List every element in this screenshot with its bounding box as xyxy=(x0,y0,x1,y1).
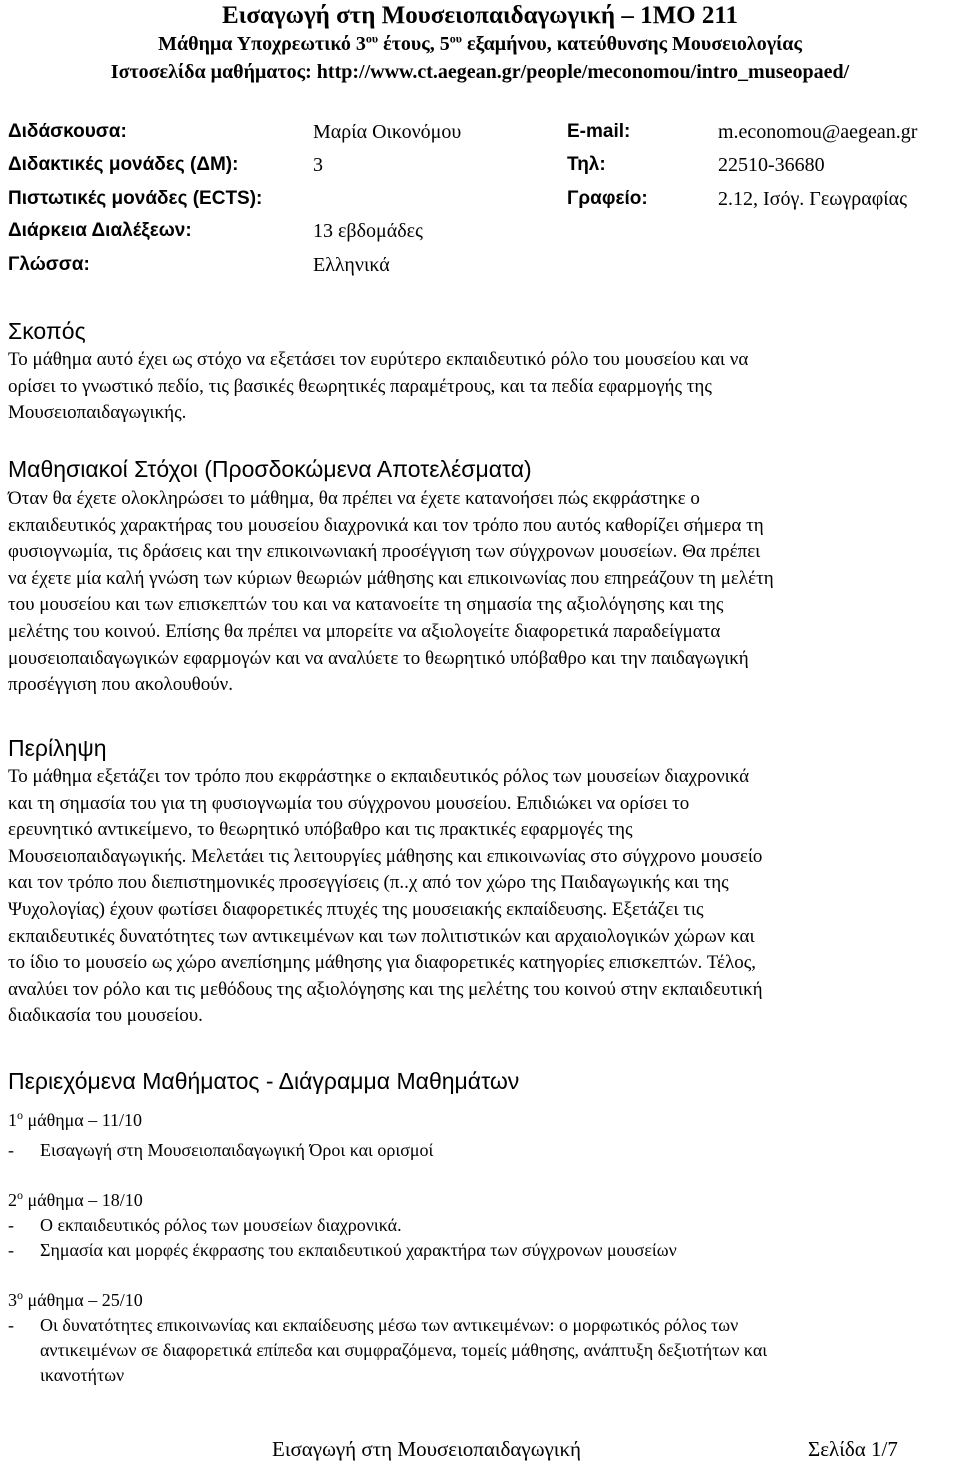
email-value[interactable]: m.economou@aegean.gr xyxy=(718,121,918,143)
summary-line: διαδικασία του μουσείου. xyxy=(8,1005,203,1027)
summary-line: και τη σημασία του για τη φυσιογνωμία του σύγχρονου μουσείου. Επιδιώκει να ορίσει το xyxy=(8,792,690,814)
phone-value: 22510-36680 xyxy=(718,154,825,176)
office-value: 2.12, Ισόγ. Γεωγραφίας xyxy=(718,188,908,210)
summary-paragraph xyxy=(8,764,958,1030)
instructor-label: Διδάσκουσα: xyxy=(8,121,127,142)
ects-label: Πιστωτικές μονάδες (ECTS): xyxy=(8,188,263,209)
outcomes-line: του μουσείου και των επισκεπτών του και να κατανοείτε τη σημασία της αξιολόγησης και της xyxy=(8,594,724,616)
units-label: Διδακτικές μονάδες (ΔΜ): xyxy=(8,154,239,175)
outcomes-line: Όταν θα έχετε ολοκληρώσει το μάθημα, θα πρέπει να έχετε κατανοήσει πώς εκφράστηκε ο xyxy=(8,488,700,509)
summary-line: αναλύει τον ρόλο και τις μεθόδους της αξιολόγησης και της μελέτης του κοινού στην εκπαιδευτική xyxy=(8,978,763,1000)
duration-value: 13 εβδομάδες xyxy=(313,220,423,242)
course-website-link[interactable]: http://www.ct.aegean.gr/people/meconomou/intro_museopaed/ xyxy=(316,61,850,83)
footer-page-number: Σελίδα 1/7 xyxy=(808,1437,898,1461)
outcomes-line: εκπαιδευτικός χαρακτήρας του μουσείου διαχρονικά και τον τρόπο που αυτός καθορίζει σήμερα τη xyxy=(8,514,764,536)
lesson-heading: $2^o$ μάθημα – 18/10 xyxy=(8,1188,143,1210)
office-label: Γραφείο: xyxy=(567,188,648,209)
language-value: Ελληνικά xyxy=(313,254,390,276)
phone-label: Τηλ: xyxy=(567,154,606,175)
summary-line: Το μάθημα εξετάζει τον τρόπο που εκφράστηκε ο εκπαιδευτικός ρόλος των μουσείων διαχρονικά xyxy=(8,766,750,787)
goal-line: Το μάθημα αυτό έχει ως στόχο να εξετάσει τον ευρύτερο εκπαιδευτικό ρόλο του μουσείου και να xyxy=(8,349,749,370)
summary-line: και τον τρόπο που διεπιστημονικές προσεγγίσεις (π..χ από τον χώρο της Παιδαγωγικής και της xyxy=(8,872,729,894)
outcomes-line: μελέτης του κοινού. Επίσης θα πρέπει να μπορείτε να αξιολογείτε διαφορετικά παραδείγματα xyxy=(8,620,721,642)
lesson-heading: $1^o$ μάθημα – 11/10 xyxy=(8,1108,143,1130)
summary-line: το ίδιο το μουσείο ως χώρο ανεπίσημης μάθησης για διαφορετικές κατηγορίες επισκεπτών. Τέλος, xyxy=(8,952,756,974)
outcomes-line: φυσιογνωμία, τις δράσεις και την επικοινωνιακή προσέγγιση των σύγχρονων μουσείων. Θα πρέπει xyxy=(8,541,761,563)
outcomes-line: μουσειοπαιδαγωγικών εφαρμογών και να αναλύετε το θεωρητικό υπόβαθρο και την παιδαγωγική xyxy=(8,647,749,669)
goal-paragraph xyxy=(8,347,958,427)
outcomes-paragraph xyxy=(8,486,958,699)
contents-heading: Περιεχόμενα Μαθήματος - Διάγραμμα Μαθημάτων xyxy=(8,1068,520,1094)
goal-line: Μουσειοπαιδαγωγικής. xyxy=(8,402,187,424)
outcomes-line: να έχετε μία καλή γνώση των κύριων θεωριών μάθησης και επικοινωνίας που επηρεάζουν τη μελέτη xyxy=(8,567,774,589)
footer-course-title: Εισαγωγή στη Μουσειοπαιδαγωγική xyxy=(272,1437,582,1461)
outcomes-line: προσέγγιση που ακολουθούν. xyxy=(8,674,233,696)
summary-line: Μουσειοπαιδαγωγικής. Μελετάει τις λειτουργίες μάθησης και επικοινωνίας στο σύγχρονο μουσείο xyxy=(8,845,763,867)
summary-line: Ψυχολογίας) έχουν φωτίσει διαφορετικές πτυχές της μουσειακής εκπαίδευσης. Εξετάζει τις xyxy=(8,898,704,920)
email-label: E-mail: xyxy=(567,121,631,142)
course-type-line: Μάθημα Υποχρεωτικό $3^{o\upsilon}$ έτους, $5^{o\upsilon}$ εξαμήνου, κατεύθυνσης Μουσειολογίας xyxy=(158,31,802,55)
document-page: Εισαγωγή στη Μουσειοπαιδαγωγική – 1ΜΟ 211 Μάθημα Υποχρεωτικό $3^{o\upsilon}$ έτους, $5^{o\upsilon}$ εξαμήνου, κατεύθυνσης Μουσειολογίας Ιστοσελίδα μαθήματος: http://www.ct.aegean.gr/people/meconomou/intro_museopaed/ Διδάσκουσα: Μαρία Οικονόμου E-mail: m.economou@aegean.gr Διδακτικές μονάδες (ΔΜ): 3 Τηλ: 22510-36680 Πιστωτικές μονάδες (ECTS): Γραφείο: 2.12, Ισόγ. Γεωγραφίας Διάρκεια Διαλέξεων: 13 εβδομάδες Γλώσσα: Ελληνικά Σκοπός Το μάθημα αυτό έχει ως στόχο να εξετάσει τον ευρύτερο εκπαιδευτικό ρόλο του μουσείου και να ορίσει το γνωστικό πεδίο, τις βασικές θεωρητικές παραμέτρους, και τα πεδία εφαρμογής της Μουσειοπαιδαγωγικής. Μαθησιακοί Στόχοι (Προσδοκώμενα Αποτελέσματα) Όταν θα έχετε ολοκληρώσει το μάθημα, θα πρέπει να έχετε κατανοήσει πώς εκφράστηκε ο εκπαιδευτικός χαρακτήρας του μουσείου διαχρονικά και τον τρόπο που αυτός καθορίζει σήμερα τη φυσιογνωμία, τις δράσεις και την επικοινωνιακή προσέγγιση των σύγχρονων μουσείων. Θα πρέπει να έχετε μία καλή γνώση των κύριων θεωριών μάθησης και επικοινωνίας που επηρεάζουν τη μελέτη του μουσείου και των επισκεπτών του και να κατανοείτε τη σημασία της αξιολόγησης και της μελέτης του κοινού. Επίσης θα πρέπει να μπορείτε να αξιολογείτε διαφορετικά παραδείγματα μουσειοπαιδαγωγικών εφαρμογών και να αναλύετε το θεωρητικό υπόβαθρο και την παιδαγωγική προσέγγιση που ακολουθούν. Περίληψη Το μάθημα εξετάζει τον τρόπο που εκφράστηκε ο εκπαιδευτικός ρόλος των μουσείων διαχρονικά και τη σημασία του για τη φυσιογνωμία του σύγχρονου μουσείου. Επιδιώκει να ορίσει το ερευνητικό αντικείμενο, το θεωρητικό υπόβαθρο και τις πρακτικές εφαρμογές της Μουσειοπαιδαγωγικής. Μελετάει τις λειτουργίες μάθησης και επικοινωνίας στο σύγχρονο μουσείο και τον τρόπο που διεπιστημονικές προσεγγίσεις (π..χ από τον χώρο της Παιδαγωγικής και της Ψυχολογίας) έχουν φωτίσει διαφορετικές πτυχές της μουσειακής εκπαίδευσης. Εξετάζει τις εκπαιδευτικές δυνατότητες των αντικειμένων και των πολιτιστικών και αρχαιολογικών χώρων και το ίδιο το μουσείο ως χώρο ανεπίσημης μάθησης για διαφορετικές κατηγορίες επισκεπτών. Τέλος, αναλύει τον ρόλο και τις μεθόδους της αξιολόγησης και της μελέτης του κοινού στην εκπαιδευτική διαδικασία του μουσείου. Περιεχόμενα Μαθήματος - Διάγραμμα Μαθημάτων $1^o$ μάθημα – 11/10 - Εισαγωγή στη Μουσειοπαιδαγωγική Όροι και ορισμοί $2^o$ μάθημα – 18/10 - Ο εκπαιδευτικός ρόλος των μουσείων διαχρονικά. - Σημασία και μορφές έκφρασης του εκπαιδευτικού χαρακτήρα των σύγχρονων μουσείων $3^o$ μάθημα – 25/10 - Οι δυνατότητες επικοινωνίας και εκπαίδευσης μέσω των αντικειμένων: ο μορφωτικός ρόλος των αντικειμένων σε διαφορετικά επίπεδα και συμφραζόμενα, τομείς μάθησης, ανάπτυξη δεξιοτήτων και ικανοτήτων Εισαγωγή στη Μουσειοπαιδαγωγική Σελίδα 1/7 xyxy=(0,0,960,1465)
course-website-line: Ιστοσελίδα μαθήματος: http://www.ct.aegean.gr/people/meconomou/intro_museopaed/ xyxy=(110,61,850,83)
duration-label: Διάρκεια Διαλέξεων: xyxy=(8,220,192,241)
language-label: Γλώσσα: xyxy=(8,254,90,275)
summary-line: εκπαιδευτικές δυνατότητες των αντικειμένων και των πολιτιστικών και αρχαιολογικών χώρων και xyxy=(8,925,755,947)
units-value: 3 xyxy=(313,154,323,176)
outcomes-heading: Μαθησιακοί Στόχοι (Προσδοκώμενα Αποτελέσματα) xyxy=(8,456,532,482)
goal-heading: Σκοπός xyxy=(8,318,86,344)
summary-heading: Περίληψη xyxy=(8,735,107,761)
summary-line: ερευνητικό αντικείμενο, το θεωρητικό υπόβαθρο και τις πρακτικές εφαρμογές της xyxy=(8,819,633,841)
instructor-value: Μαρία Οικονόμου xyxy=(313,121,462,143)
lesson-heading: $3^o$ μάθημα – 25/10 xyxy=(8,1288,143,1310)
document-title: Εισαγωγή στη Μουσειοπαιδαγωγική – 1ΜΟ 211 xyxy=(222,2,738,29)
goal-line: ορίσει το γνωστικό πεδίο, τις βασικές θεωρητικές παραμέτρους, και τα πεδία εφαρμογής της xyxy=(8,375,712,397)
